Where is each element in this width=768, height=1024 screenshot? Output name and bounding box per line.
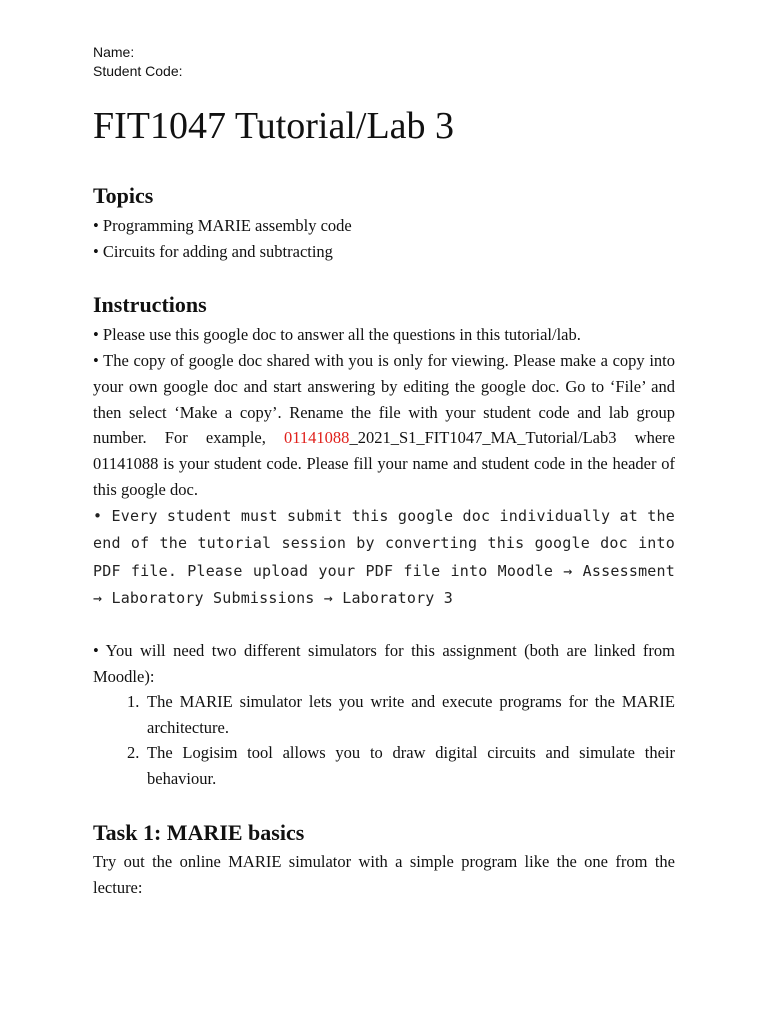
list-number: 1.: [127, 692, 140, 711]
topics-item-programming: • Programming MARIE assembly code: [93, 216, 352, 235]
instructions-heading: Instructions: [93, 292, 207, 317]
topics-list: [93, 213, 675, 265]
task1-heading: Task 1: MARIE basics: [93, 820, 305, 845]
instruction-make-copy: [93, 348, 675, 503]
name-label: Name:: [93, 44, 135, 60]
topics-item-circuits: • Circuits for adding and subtracting: [93, 241, 333, 261]
instruction-make-copy-text: • The copy of google doc shared with you is only for viewing. Please make a copy into your own google doc and start answering by editing the google doc. Go to ‘File’ and then select ‘Make a copy’. Rename the file with your student code and lab group number. For example,: [93, 351, 675, 448]
document-title: FIT1047 Tutorial/Lab 3: [93, 105, 455, 147]
example-student-code: 01141088: [284, 428, 350, 448]
document-header: [93, 43, 183, 81]
instruction-google-doc: • Please use this google doc to answer all the questions in this tutorial/lab.: [93, 325, 581, 344]
instruction-simulators: • You will need two different simulators for this assignment (both are linked from Moodle):: [93, 641, 675, 686]
instruction-submit: • Every student must submit this google doc individually at the end of the tutorial session by converting this google doc into PDF file. Please upload your PDF file into Moodle → Assessment → Laboratory Submissions → Laboratory 3: [93, 507, 675, 607]
simulator-list-item-marie: [127, 689, 675, 741]
instruction-make-copy-text-end: _2021_S1_FIT1047_MA_Tutorial/Lab3 where 01141088 is your student code. Please fill your name and student code in the header of this google doc.: [93, 428, 675, 499]
list-number: 2.: [127, 743, 140, 762]
topics-heading: Topics: [93, 183, 154, 208]
list-text: The MARIE simulator lets you write and execute programs for the MARIE architecture.: [147, 692, 675, 737]
simulator-list-item-logisim: [127, 740, 675, 792]
student-code-label: Student Code:: [93, 63, 183, 79]
list-text: The Logisim tool allows you to draw digital circuits and simulate their behaviour.: [147, 743, 675, 788]
task1-text: Try out the online MARIE simulator with a simple program like the one from the lecture:: [93, 852, 675, 897]
